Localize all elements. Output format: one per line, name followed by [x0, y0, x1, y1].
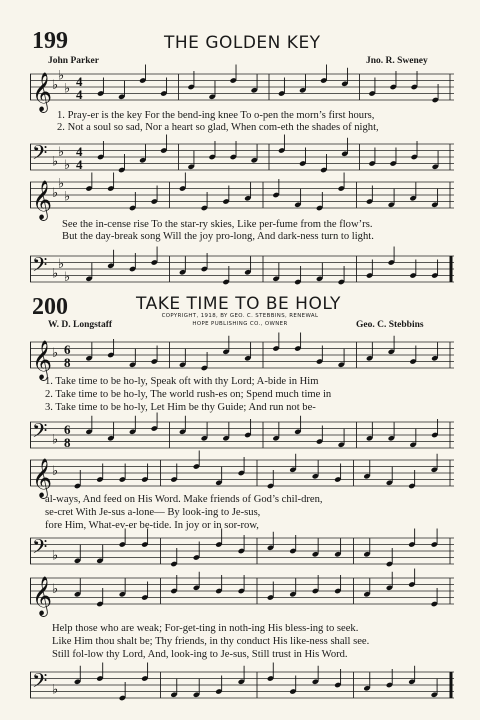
staff-bass-200-1: [30, 418, 454, 452]
bass-clef-icon: 𝄢: [32, 253, 48, 281]
hymn-200-title: TAKE TIME TO BE HOLY: [136, 294, 341, 314]
flat-sign-icon: ♭: [52, 77, 59, 92]
flat-sign-icon: ♭: [52, 153, 59, 169]
lyric-line: But the day-break song Will the joy pro-long, And dark-ness turn to light.: [62, 231, 374, 242]
flat-sign-icon: ♭: [58, 67, 65, 83]
lyric-line: Like Him thou shalt be; Thy friends, in thy conduct His like-ness shall see.: [52, 636, 370, 647]
lyric-line: 1. Pray-er is the key For the bend-ing knee To o-pen the morn’s first hours,: [57, 110, 375, 121]
staff-treble-199-1: [30, 67, 454, 112]
lyric-line: 3. Take time to be ho-ly, Let Him be thy Guide; And run not be-: [45, 402, 316, 413]
staff-treble-199-2: [30, 175, 454, 220]
flat-sign-icon: ♭: [64, 156, 71, 172]
lyric-line: se-cret With Je-sus a-lone— By look-ing to Je-sus,: [45, 507, 261, 518]
treble-clef-icon: 𝄞: [32, 576, 53, 616]
lyric-line: al-ways, And feed on His Word. Make friends of God’s chil-dren,: [45, 494, 323, 505]
bass-clef-icon: 𝄢: [32, 535, 48, 563]
flat-sign-icon: ♭: [58, 255, 65, 271]
flat-sign-icon: ♭: [64, 268, 71, 284]
hymn-200-music-credit: Geo. C. Stebbins: [356, 320, 424, 330]
bass-clef-icon: 𝄢: [32, 419, 48, 447]
lyric-line: 1. Take time to be ho-ly, Speak oft with thy Lord; A-bide in Him: [45, 376, 319, 387]
flat-sign-icon: ♭: [64, 188, 71, 204]
lyric-line: fore Him, What-ev-er be-tide. In joy or in sor-row,: [45, 520, 259, 531]
flat-sign-icon: ♭: [52, 547, 59, 563]
hymn-200-words-credit: W. D. Longstaff: [48, 320, 113, 330]
flat-sign-icon: ♭: [58, 175, 65, 191]
hymn-199-number: 199: [32, 28, 68, 54]
staff-treble-200-1: [30, 338, 454, 380]
treble-clef-icon: 𝄞: [32, 458, 53, 498]
staff-bass-200-2: [30, 534, 454, 568]
flat-sign-icon: ♭: [52, 581, 59, 596]
time-signature-top: 4: [76, 144, 83, 159]
treble-clef-icon: 𝄞: [32, 180, 53, 220]
time-signature-top: 6: [64, 342, 71, 357]
flat-sign-icon: ♭: [52, 265, 59, 281]
hymn-200-number: 200: [32, 294, 68, 320]
lyric-line: Help those who are weak; For-get-ting in noth-ing His bless-ing to seek.: [52, 623, 359, 634]
flat-sign-icon: ♭: [52, 463, 59, 478]
flat-sign-icon: ♭: [52, 681, 59, 697]
lyric-line: 2. Take time to be ho-ly, The world rush-es on; Spend much time in: [45, 389, 332, 400]
copyright-line: COPYRIGHT, 1918, BY GEO. C. STEBBINS, RENEWAL: [161, 313, 319, 319]
treble-clef-icon: 𝄞: [32, 72, 53, 112]
bass-clef-icon: 𝄢: [32, 669, 48, 697]
time-signature-top: 4: [76, 74, 83, 89]
flat-sign-icon: ♭: [64, 80, 71, 96]
hymn-199-music-credit: Jno. R. Sweney: [366, 56, 428, 66]
time-signature-bottom: 4: [76, 87, 83, 102]
time-signature-top: 6: [64, 422, 71, 437]
hymn-199-title: THE GOLDEN KEY: [164, 33, 321, 53]
copyright-line: HOPE PUBLISHING CO., OWNER: [192, 321, 288, 327]
lyric-line: Still fol-low thy Lord, And, look-ing to Je-sus, Still trust in His Word.: [52, 649, 348, 660]
staff-treble-200-2: [30, 456, 454, 498]
flat-sign-icon: ♭: [58, 143, 65, 159]
staff-treble-200-3: [30, 574, 454, 616]
flat-sign-icon: ♭: [52, 431, 59, 447]
staff-bass-200-3: [30, 668, 454, 702]
lyric-line: 2. Not a soul so sad, Nor a heart so glad, When com-eth the shades of night,: [57, 122, 379, 133]
staff-bass-199-2: [30, 252, 454, 286]
time-signature-bottom: 8: [64, 355, 71, 370]
bass-clef-icon: 𝄢: [32, 141, 48, 169]
flat-sign-icon: ♭: [52, 185, 59, 200]
staff-bass-199-1: [30, 140, 454, 174]
treble-clef-icon: 𝄞: [32, 340, 53, 380]
flat-sign-icon: ♭: [52, 345, 59, 360]
time-signature-bottom: 4: [76, 157, 83, 172]
time-signature-bottom: 8: [64, 435, 71, 450]
hymn-199-words-credit: John Parker: [48, 56, 99, 66]
lyric-line: See the in-cense rise To the star-ry skies, Like per-fume from the flow’rs.: [62, 219, 373, 230]
